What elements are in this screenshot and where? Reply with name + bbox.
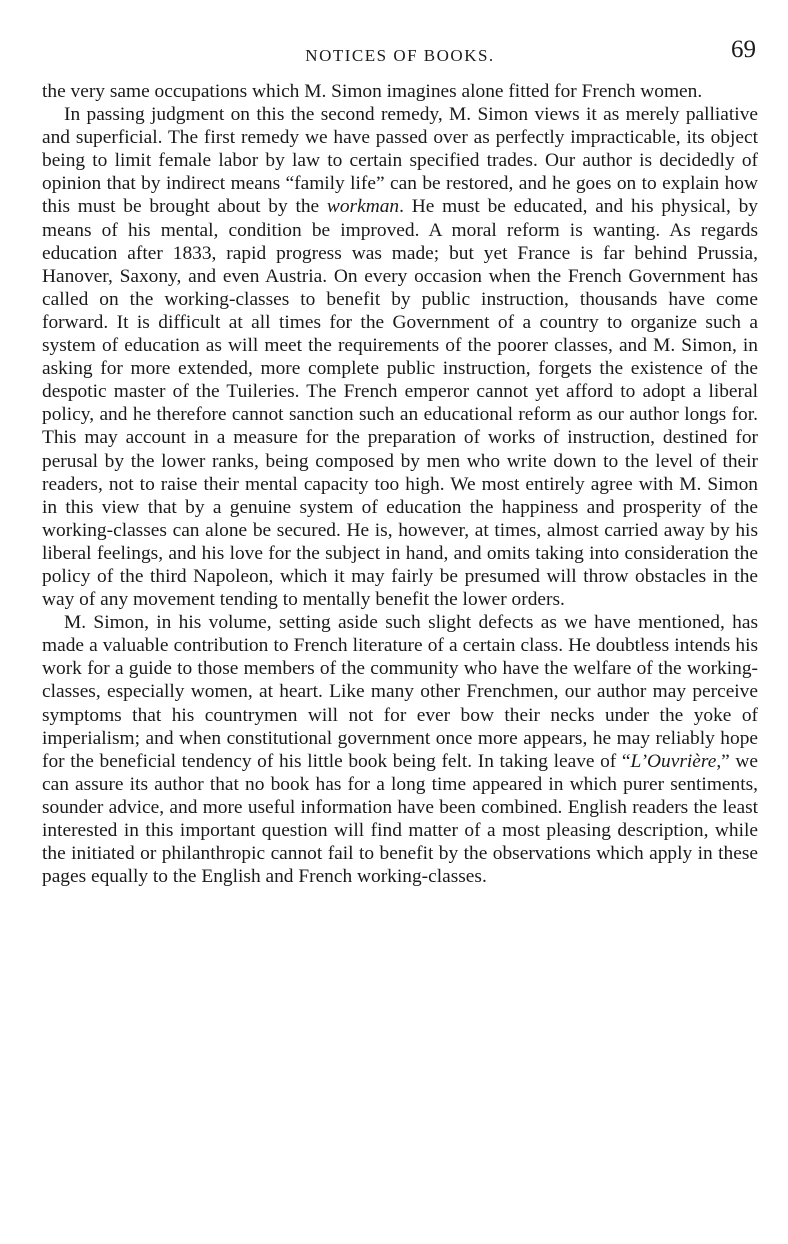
page-number: 69 bbox=[731, 36, 756, 63]
running-title: NOTICES OF BOOKS. bbox=[305, 46, 495, 65]
italic-book-title: L’Ouvrière bbox=[630, 750, 717, 772]
paragraph-continuation bbox=[42, 80, 758, 103]
italic-term-workman: workman bbox=[326, 196, 400, 218]
paragraph-second-remedy bbox=[42, 103, 758, 611]
paragraph-text: . He must be educated, and his physical, by means of his mental, condition be improved. A moral reform is wanting. As regards education after 1833, rapid progress was made; but yet France is far behind Prussia, Hanover, Saxony, and even Austria. On every occasion when the French Government has called on the working-classes to benefit by public instruction, thousands have come forward. It is difficult at all times for the Government of a country to organize such a system of education as will meet the requirements of the poorer classes, and M. Simon, in asking for more extended, more complete public instruction, forgets the existence of the despotic master of the Tuileries. The French emperor cannot yet afford to adopt a liberal policy, and he therefore cannot sanction such an educational reform as our author longs for. This may account in a measure for the preparation of works of instruction, destined for perusal by the lower ranks, being composed by men who write down to the level of their readers, not to raise their mental capacity too high. We most entirely agree with M. Simon in this view that by a genuine system of education the happiness and prosperity of the working-classes can alone be secured. He is, however, at times, almost carried away by his liberal feelings, and his love for the subject in hand, and omits taking into consideration the policy of the third Napoleon, which it may fairly be presumed will throw obstacles in the way of any movement tending to mentally benefit the lower orders. bbox=[42, 196, 758, 611]
paragraph-conclusion bbox=[42, 611, 758, 888]
paragraph-text: In passing judgment on this the second remedy, M. Simon views it as merely palliative and superficial. The first remedy we have passed over as perfectly impracticable, its object being to limit female labor by law to certain specified trades. Our author is decidedly of opinion that by indirect means “family life” can be restored, and he goes on to explain how this must be brought about by the bbox=[42, 104, 758, 218]
paragraph-text: the very same occupations which M. Simon imagines alone fitted for French women. bbox=[42, 81, 703, 102]
paragraph-text: M. Simon, in his volume, setting aside such slight defects as we have mentioned, has made a valuable contribution to French literature of a certain class. He doubtless intends his work for a guide to those members of the community who have the welfare of the working-classes, especially women, at heart. Like many other Frenchmen, our author may perceive symptoms that his countrymen will not for ever bow their necks under the yoke of imperialism; and when constitutional government once more appears, he may reliably hope for the beneficial tendency of his little book being felt. In taking leave of “ bbox=[42, 612, 758, 772]
running-head bbox=[42, 36, 758, 76]
body-text bbox=[42, 80, 758, 888]
paragraph-text: ,” we can assure its author that no book has for a long time appeared in which purer sentiments, sounder advice, and more useful information have been combined. English readers the least interested in this important question will find matter of a most pleasing description, while the initiated or philanthropic cannot fail to benefit by the observations which apply in these pages equally to the English and French working-classes. bbox=[42, 750, 758, 888]
